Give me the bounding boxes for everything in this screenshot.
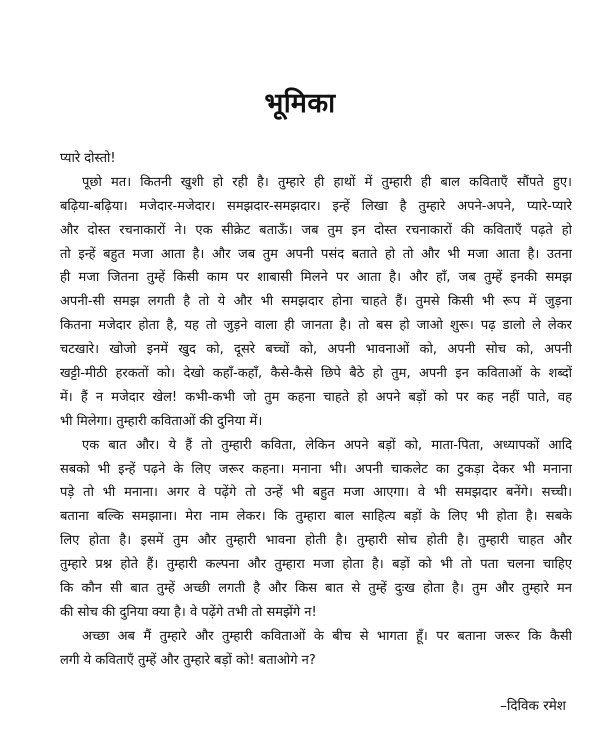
- paragraph-1-line: बढ़िया-बढ़िया। मजेदार-मजेदार। समझदार-समझदार। इन्हें लिखा है तुम्हारे अपने-अपने, प्यारे-प्यारे: [60, 198, 572, 214]
- paragraph-2-line: सबको भी इन्हें पढ़ने के लिए जरूर कहना। मनाना भी। अपनी चाकलेट का टुकड़ा देकर भी मनाना: [60, 461, 572, 477]
- paragraph-1-line: ही मजा जितना तुम्हें किसी काम पर शाबासी मिलने पर आता है। और हाँ, जब तुम्हें इनकी समझ: [60, 270, 572, 286]
- paragraph-2-line: पड़े तो भी मनाना। अगर वे पढ़ेंगे तो उन्हें भी बहुत मजा आएगा। वे भी समझदार बनेंगे। सच्ची।: [60, 485, 572, 501]
- paragraph-2-line: की सोच की दुनिया क्या है। वे पढ़ेंगे तभी तो समझेंगे न!: [60, 604, 317, 620]
- paragraph-1-line: तो इन्हें बहुत मजा आता है। और जब तुम अपनी पसंद बताते हो तो और भी मजा आता है। उतना: [60, 246, 572, 262]
- paragraph-1-line: पूछो मत। कितनी खुशी हो रही है। तुम्हारे ही हाथों में तुम्हारी ही बाल कविताएँ सौंपते हुए।: [82, 174, 572, 190]
- paragraph-2-line: बताना बल्कि समझाना। मेरा नाम लेकर। कि तुम्हारा बाल साहित्य बड़ों के लिए भी होता है। सबके: [60, 509, 572, 525]
- paragraph-1-line: चटखारे। खोजो इनमें खुद को, दूसरे बच्चों को, अपनी भावनाओं को, अपनी सोच को, अपनी: [60, 342, 572, 358]
- paragraph-1-line: और दोस्त रचनाकारों ने। एक सीक्रेट बताऊँ। जब तुम इन दोस्त रचनाकारों की कविताएँ पढ़ते हो: [60, 222, 572, 238]
- paragraph-2-line: एक बात और। ये हैं तो तुम्हारी कविता, लेकिन अपने बड़ों को, माता-पिता, अध्यापकों आदि: [82, 437, 572, 453]
- paragraph-2-line: लिए होता है। इसमें तुम और तुम्हारी भावना होती है। तुम्हारी सोच होती है। तुम्हारी चाहत और: [60, 533, 572, 549]
- paragraph-2-line: तुम्हारे प्रश्न होते हैं। तुम्हारी कल्पना और तुम्हारा मजा होता है। बड़ों को भी तो पता चलना चाहिए: [60, 557, 572, 573]
- paragraph-3-line: अच्छा अब मैं तुम्हारे और तुम्हारी कविताओं के बीच से भागता हूँ। पर बताना जरूर कि कैसी: [82, 628, 572, 644]
- paragraph-3-line: लगी ये कविताएँ तुम्हें और तुम्हारे बड़ों को! बताओगे न?: [60, 652, 316, 668]
- paragraph-1-line: कितना मजेदार होता है, यह तो जुड़ने वाला ही जानता है। तो बस हो जाओ शुरू। पढ़ डालो ले लेकर: [60, 318, 572, 334]
- paragraph-1-line: में। हैं न मजेदार खेल! कभी-कभी जो तुम कहना चाहते हो अपने बड़ों को पर कह नहीं पाते, वह: [60, 389, 572, 405]
- page-title: भूमिका: [264, 88, 336, 119]
- paragraph-1-line: भी मिलेगा। तुम्हारी कविताओं की दुनिया में।: [60, 413, 263, 429]
- author-signature: –दिविक रमेश: [500, 698, 566, 714]
- paragraph-2-line: कि कौन सी बात तुम्हें अच्छी लगती है और किस बात से तुम्हें दुःख होता है। तुम और तुम्हारे मन: [60, 581, 572, 597]
- body-text: [60, 147, 572, 673]
- paragraph-1-line: खट्टी-मीठी हरकतों को। देखो कहाँ-कहाँ, कैसे-कैसे छिपे बैठे हो तुम, अपनी इन कविताओं के शब्दों: [60, 366, 572, 382]
- paragraph-1-line: अपनी-सी समझ लगती है तो ये और भी समझदार होना चाहते हैं। तुमसे किसी भी रूप में जुड़ना: [60, 294, 572, 310]
- greeting-line: प्यारे दोस्तो!: [60, 151, 116, 166]
